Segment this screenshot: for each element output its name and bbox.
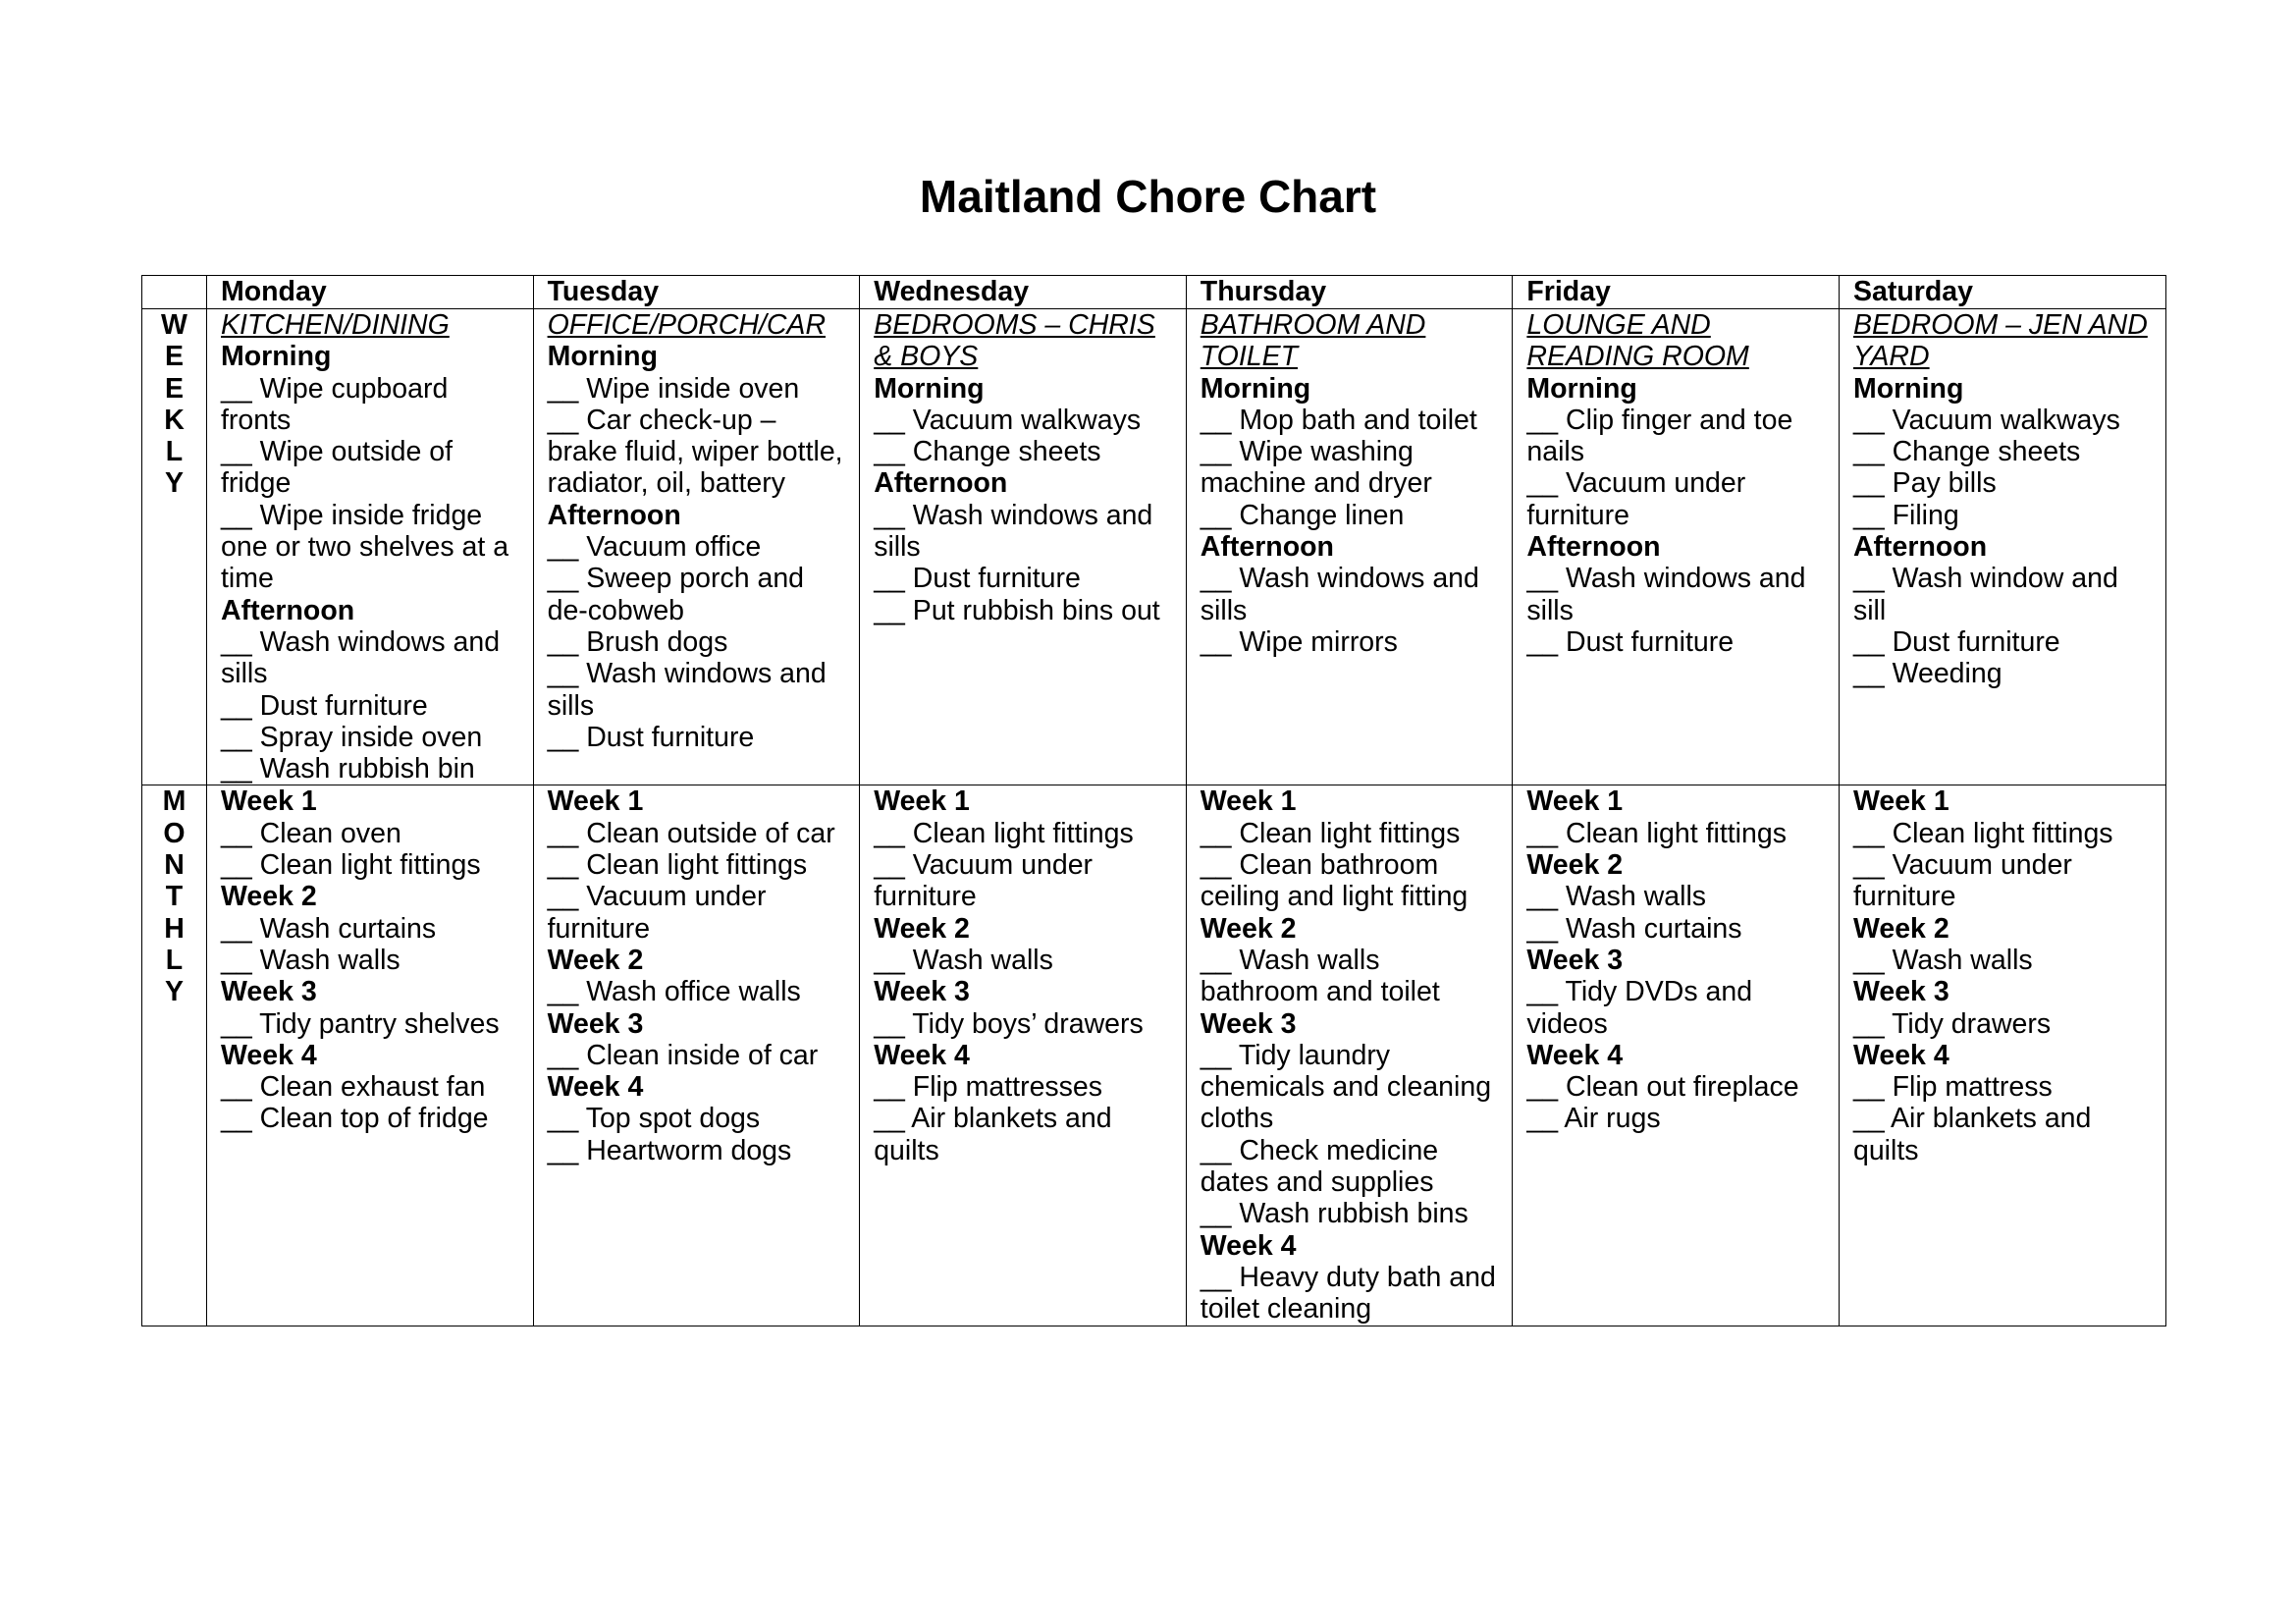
chore-item: __ Wash walls: [221, 944, 400, 976]
chore-item: __ Clean out fireplace: [1526, 1071, 1799, 1104]
chore-item: __ Clean light fittings: [547, 849, 808, 882]
section-heading: Afternoon: [221, 594, 355, 626]
chore-item: __ Vacuum under furniture: [874, 849, 1094, 913]
monthly-cell-thursday: [1186, 785, 1513, 1326]
chore-item: __ Change sheets: [1852, 436, 2081, 468]
day-header-tuesday: Tuesday: [533, 276, 860, 309]
area-title: LOUNGE AND READING ROOM: [1526, 309, 1749, 373]
chore-item: __ Wash walls: [874, 944, 1053, 976]
weekly-label-letter: Y: [164, 467, 184, 500]
chore-item: __ Tidy boys’ drawers: [874, 1007, 1144, 1040]
chore-table: [141, 275, 2166, 1326]
chore-item: __ Dust furniture: [221, 689, 428, 722]
page-title: Maitland Chore Chart: [919, 171, 1377, 222]
weekly-row-label: [142, 309, 207, 785]
chore-item: __ Vacuum office: [547, 531, 762, 564]
section-heading: Morning: [1526, 372, 1637, 405]
chore-item: __ Tidy DVDs and videos: [1526, 976, 1753, 1040]
chore-item: __ Put rubbish bins out: [874, 594, 1160, 626]
chore-item: __ Spray inside oven: [221, 721, 483, 753]
weekly-label-letter: W: [161, 309, 187, 341]
weekly-cell-tuesday: [533, 309, 860, 785]
chore-item: __ Clean light fittings: [874, 817, 1134, 849]
chore-item: __ Clip finger and toe nails: [1526, 404, 1793, 468]
chore-item: __ Air blankets and quilts: [874, 1103, 1112, 1166]
section-heading: Week 2: [1852, 912, 1949, 945]
section-heading: Week 1: [874, 785, 970, 818]
chore-item: __ Flip mattress: [1852, 1071, 2053, 1104]
chore-item: __ Dust furniture: [547, 721, 755, 753]
chore-item: __ Vacuum under furniture: [547, 881, 767, 945]
chore-item: __ Wash windows and sills: [1200, 563, 1479, 626]
monthly-cell-monday: [207, 785, 534, 1326]
chore-item: __ Top spot dogs: [547, 1103, 761, 1135]
chore-item: __ Weeding: [1852, 658, 2002, 690]
section-heading: Week 2: [1200, 912, 1297, 945]
monthly-cell-tuesday: [533, 785, 860, 1326]
chore-item: __ Wash windows and sills: [1526, 563, 1806, 626]
chore-item: __ Tidy laundry chemicals and cleaning cloths: [1200, 1039, 1492, 1135]
section-heading: Week 3: [1200, 1007, 1297, 1040]
weekly-cell-thursday: [1186, 309, 1513, 785]
area-title: BATHROOM AND TOILET: [1200, 309, 1426, 373]
chore-item: __ Tidy pantry shelves: [221, 1007, 500, 1040]
monthly-row: [142, 785, 2166, 1326]
chore-item: __ Clean light fittings: [1852, 817, 2113, 849]
weekly-label-letter: K: [164, 404, 185, 436]
chore-item: __ Air blankets and quilts: [1852, 1103, 2092, 1166]
chore-item: __ Wipe outside of fridge: [221, 436, 454, 500]
area-title: KITCHEN/DINING: [221, 309, 450, 341]
monthly-label-letter: O: [163, 817, 186, 849]
chore-item: __ Wash windows and sills: [547, 658, 827, 722]
monthly-label-letter: M: [162, 785, 187, 818]
day-header-thursday: Thursday: [1186, 276, 1513, 309]
weekly-cell-friday: [1513, 309, 1840, 785]
section-heading: Morning: [874, 372, 985, 405]
chore-item: __ Car check-up – brake fluid, wiper bottle, radiator, oil, battery: [547, 404, 843, 500]
chore-item: __ Clean light fittings: [1526, 817, 1787, 849]
section-heading: Week 1: [1200, 785, 1297, 818]
chore-item: __ Wash rubbish bins: [1200, 1198, 1468, 1230]
header-row: [142, 276, 2166, 309]
area-title: OFFICE/PORCH/CAR: [547, 309, 827, 341]
chore-item: __ Vacuum under furniture: [1852, 849, 2072, 913]
chore-item: __ Clean inside of car: [547, 1039, 819, 1071]
chore-item: __ Sweep porch and de-cobweb: [547, 563, 805, 626]
chore-item: __ Wash windows and sills: [874, 499, 1153, 564]
chore-item: __ Air rugs: [1526, 1103, 1661, 1135]
section-heading: Week 4: [1200, 1229, 1297, 1262]
weekly-cell-saturday: [1839, 309, 2165, 785]
section-heading: Week 1: [547, 785, 644, 818]
chore-item: __ Heartworm dogs: [547, 1134, 792, 1166]
chore-item: __ Pay bills: [1852, 467, 1997, 500]
section-heading: Week 1: [221, 785, 317, 818]
chore-item: __ Dust furniture: [874, 563, 1081, 595]
chore-item: __ Wipe inside oven: [547, 372, 800, 405]
chore-item: __ Check medicine dates and supplies: [1200, 1134, 1439, 1199]
monthly-label-letter: N: [164, 849, 185, 882]
chore-item: __ Tidy drawers: [1852, 1007, 2052, 1040]
weekly-cell-wednesday: [860, 309, 1187, 785]
chore-item: __ Dust furniture: [1526, 625, 1735, 658]
section-heading: Week 3: [221, 976, 317, 1008]
section-heading: Week 4: [221, 1039, 317, 1071]
section-heading: Week 4: [547, 1071, 644, 1104]
corner-cell: [142, 276, 207, 309]
section-heading: Week 2: [221, 881, 317, 913]
section-heading: Week 3: [1852, 976, 1949, 1008]
chore-item: __ Wash rubbish bin: [221, 753, 475, 785]
chore-item: __ Wash curtains: [221, 912, 437, 945]
monthly-cell-saturday: [1839, 785, 2165, 1326]
section-heading: Afternoon: [1526, 531, 1661, 564]
chore-item: __ Vacuum under furniture: [1526, 467, 1746, 531]
section-heading: Week 1: [1852, 785, 1949, 818]
section-heading: Morning: [547, 341, 658, 373]
monthly-label-letter: H: [164, 912, 185, 945]
monthly-label-letter: T: [165, 881, 184, 913]
section-heading: Week 3: [874, 976, 970, 1008]
chore-item: __ Wash walls: [1526, 881, 1707, 913]
chore-item: __ Clean top of fridge: [221, 1103, 489, 1135]
chore-item: __ Brush dogs: [547, 625, 728, 658]
chore-item: __ Wipe cupboard fronts: [221, 372, 449, 436]
chore-item: __ Wash walls: [1852, 944, 2033, 976]
day-header-monday: Monday: [207, 276, 534, 309]
section-heading: Morning: [1200, 372, 1311, 405]
chore-item: __ Wipe mirrors: [1200, 625, 1398, 658]
section-heading: Week 2: [1526, 849, 1624, 882]
section-heading: Afternoon: [547, 499, 681, 531]
section-heading: Afternoon: [874, 467, 1008, 500]
chore-item: __ Mop bath and toilet: [1200, 404, 1477, 436]
chore-item: __ Dust furniture: [1852, 625, 2060, 658]
monthly-cell-wednesday: [860, 785, 1187, 1326]
section-heading: Week 2: [547, 944, 644, 976]
chore-item: __ Clean outside of car: [547, 817, 835, 849]
section-heading: Morning: [221, 341, 332, 373]
day-header-friday: Friday: [1513, 276, 1840, 309]
section-heading: Afternoon: [1852, 531, 1988, 564]
monthly-label-letter: L: [165, 944, 184, 976]
chore-item: __ Flip mattresses: [874, 1071, 1103, 1104]
chore-item: __ Wash windows and sills: [221, 625, 501, 690]
chore-item: __ Change linen: [1200, 499, 1405, 531]
chore-item: __ Clean light fittings: [221, 849, 481, 882]
day-header-saturday: Saturday: [1839, 276, 2165, 309]
chore-item: __ Clean bathroom ceiling and light fitting: [1200, 849, 1468, 913]
area-title: BEDROOM – JEN AND YARD: [1852, 309, 2148, 373]
section-heading: Week 4: [1852, 1039, 1949, 1071]
chore-item: __ Change sheets: [874, 436, 1101, 468]
chore-item: __ Wash office walls: [547, 976, 801, 1008]
weekly-label-letter: E: [164, 341, 184, 373]
section-heading: Week 3: [547, 1007, 644, 1040]
day-header-wednesday: Wednesday: [860, 276, 1187, 309]
monthly-row-label: [142, 785, 207, 1326]
chore-item: __ Clean light fittings: [1200, 817, 1461, 849]
chore-item: __ Wash curtains: [1526, 912, 1742, 945]
chore-item: __ Filing: [1852, 499, 1959, 531]
chore-item: __ Wash window and sill: [1852, 563, 2118, 626]
weekly-label-letter: L: [165, 436, 184, 468]
chore-item: __ Vacuum walkways: [1852, 404, 2120, 436]
chore-item: __ Wipe inside fridge one or two shelves at a time: [221, 499, 509, 595]
weekly-cell-monday: [207, 309, 534, 785]
chore-item: __ Wash walls bathroom and toilet: [1200, 944, 1440, 1008]
section-heading: Week 1: [1526, 785, 1624, 818]
weekly-label-letter: E: [164, 372, 184, 405]
section-heading: Week 4: [1526, 1039, 1624, 1071]
chore-item: __ Vacuum walkways: [874, 404, 1142, 436]
section-heading: Afternoon: [1200, 531, 1334, 564]
section-heading: Week 2: [874, 912, 970, 945]
chore-item: __ Heavy duty bath and toilet cleaning: [1200, 1261, 1496, 1326]
monthly-cell-friday: [1513, 785, 1840, 1326]
section-heading: Week 4: [874, 1039, 970, 1071]
monthly-label-letter: Y: [164, 976, 184, 1008]
section-heading: Morning: [1852, 372, 1964, 405]
section-heading: Week 3: [1526, 944, 1624, 976]
chore-item: __ Clean exhaust fan: [221, 1071, 486, 1104]
chore-item: __ Clean oven: [221, 817, 401, 849]
area-title: BEDROOMS – CHRIS & BOYS: [874, 309, 1155, 373]
chore-item: __ Wipe washing machine and dryer: [1200, 436, 1432, 500]
weekly-row: [142, 309, 2166, 785]
